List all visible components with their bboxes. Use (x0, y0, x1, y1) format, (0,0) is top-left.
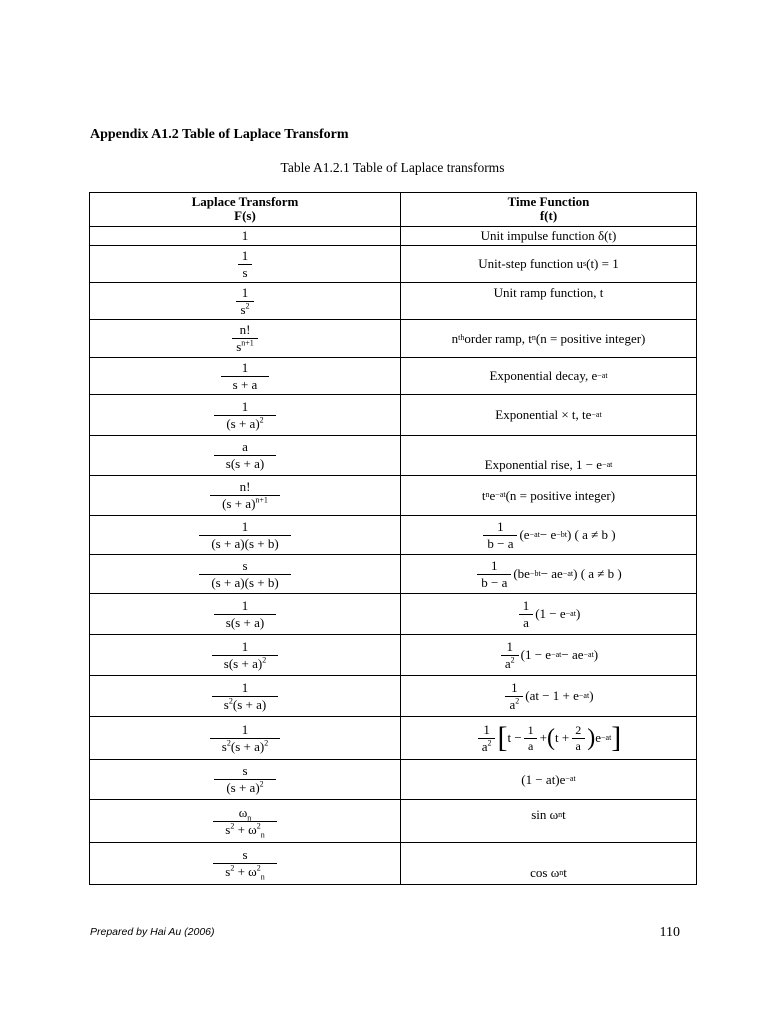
laplace-fraction (199, 520, 290, 550)
inner-plus: + (539, 730, 548, 746)
den-text: (s + a) (226, 415, 260, 431)
page-heading: Appendix A1.2 Table of Laplace Transform (90, 127, 349, 142)
inner-den-2: a (572, 738, 585, 753)
time-text: (1 − e (520, 647, 552, 663)
laplace-fraction (214, 764, 275, 794)
denominator (210, 495, 280, 511)
coef-fraction (501, 640, 519, 670)
laplace-table (89, 192, 697, 885)
laplace-fraction (214, 440, 276, 470)
denominator (213, 821, 276, 840)
coef-num: 1 (506, 638, 513, 654)
coef-den-sup: 2 (510, 655, 515, 665)
den-tail-sub: n (260, 872, 265, 882)
time-mid: − ae (561, 647, 584, 663)
time-text: Unit-step function u (478, 256, 583, 272)
coef-den-sup: 2 (487, 738, 492, 748)
num-sub: n (247, 813, 252, 823)
numerator (227, 806, 264, 821)
inner-num-2: 2 (575, 722, 582, 737)
time-text: (e (519, 527, 530, 543)
time-cell (401, 436, 697, 476)
coef-fraction (505, 681, 523, 711)
time-expr: $\frac{1}{a^2}$ [ t − $\frac{1}{a}$ + ( t + $\frac{2}{a}$ ) e −at ] (476, 723, 622, 753)
time-cell (401, 476, 697, 516)
table-row (90, 476, 697, 516)
time-tail: ) (575, 606, 581, 622)
time-expr: $\frac{1}{b - a}$ (e −at − e −bt ) ( a ≠ b ) (481, 520, 615, 550)
laplace-cell (90, 594, 401, 635)
den-tail: + ω (234, 864, 257, 879)
den-text: s (240, 301, 246, 317)
time-text: (at − 1 + e (525, 688, 579, 704)
coef-den: b − a (477, 574, 511, 590)
laplace-cell (90, 227, 401, 246)
time-mid: − ae (540, 566, 563, 582)
time-mid: − e (539, 527, 557, 543)
laplace-fraction (213, 847, 276, 882)
time-expr: Unit-step function u s (t) = 1 (478, 256, 619, 272)
laplace-fraction (214, 400, 275, 430)
time-tail: (n = positive integer) (505, 487, 616, 503)
denominator (210, 738, 280, 754)
time-tail: ) (589, 688, 594, 704)
den-text: s (225, 864, 231, 879)
time-tail: (t) = 1 (586, 256, 619, 272)
right-paren: ) (587, 725, 596, 751)
den-sup: n+1 (241, 338, 254, 348)
laplace-cell (90, 843, 401, 885)
laplace-cell (90, 555, 401, 594)
laplace-fraction (212, 640, 278, 670)
numerator: 1 (241, 284, 249, 300)
table-row (90, 635, 697, 676)
laplace-fraction (214, 599, 276, 629)
time-expr: sin ω n t (531, 807, 566, 822)
coef-den-sup: 2 (515, 696, 520, 706)
denominator: s(s + a) (214, 455, 276, 471)
coef-num: 1 (497, 518, 504, 534)
inner-fraction-2 (571, 724, 585, 752)
time-expr: $\frac{1}{a^2}$ (1 − e −at − ae −at ) (499, 640, 598, 670)
den-sup: 2 (245, 301, 250, 311)
denominator (214, 415, 275, 431)
denominator (232, 338, 258, 354)
time-tail: t (562, 807, 566, 822)
denominator (212, 696, 278, 712)
time-expr: cos ω n t (530, 865, 567, 881)
table-row (90, 395, 697, 436)
table-row (90, 283, 697, 320)
den-tail: + ω (234, 821, 257, 837)
coef-den (505, 696, 523, 712)
coef-num: 1 (522, 597, 530, 613)
table-row (90, 358, 697, 395)
laplace-fraction (236, 286, 253, 316)
inner-den: a (524, 738, 537, 753)
time-text: t (481, 487, 486, 503)
den-text: (s + a) (222, 496, 256, 511)
numerator: 1 (241, 518, 249, 534)
laplace-fraction (210, 723, 280, 753)
left-paren: ( (547, 725, 556, 751)
time-cell (401, 516, 697, 555)
inner-t2: t + (555, 730, 570, 746)
numerator: n! (239, 322, 251, 338)
time-cell (401, 283, 697, 320)
den-sup: 2 (259, 415, 264, 425)
denominator: s + a (221, 376, 270, 392)
numerator: 1 (241, 721, 249, 737)
laplace-cell (90, 800, 401, 843)
table-row (90, 246, 697, 283)
table-row (90, 760, 697, 800)
table-row (90, 227, 697, 246)
table-row (90, 676, 697, 717)
laplace-fraction (210, 480, 280, 510)
laplace-cell (90, 246, 401, 283)
table-row (90, 800, 697, 843)
table-header-row (90, 193, 697, 227)
numerator: s (242, 763, 248, 779)
coef-fraction (477, 559, 511, 589)
time-expr: $\frac{1}{a^2}$ (at − 1 + e −at ) (503, 681, 593, 711)
den-text: s (221, 738, 227, 754)
time-tail: t (563, 865, 567, 881)
coef-num: 1 (511, 679, 518, 695)
table-row (90, 320, 697, 358)
table-row (90, 436, 697, 476)
laplace-cell (90, 283, 401, 320)
time-cell (401, 246, 697, 283)
laplace-fraction (199, 559, 290, 589)
time-expr: Exponential × t, te −at (495, 407, 602, 423)
time-cell (401, 760, 697, 800)
time-text: cos ω (530, 865, 560, 881)
den-text: s (223, 696, 229, 712)
coef-den (478, 738, 496, 754)
coef-den: a (519, 614, 533, 630)
table-caption: Table A1.2.1 Table of Laplace transforms (280, 160, 505, 175)
den-sup: 2 (230, 863, 235, 873)
coef-num: 1 (483, 721, 490, 737)
right-bracket: ] (611, 721, 622, 754)
time-text: (be (513, 566, 530, 582)
time-cell (401, 800, 697, 843)
den-sup: 2 (230, 821, 235, 831)
time-expr: Exponential rise, 1 − e −at (484, 457, 613, 473)
den-text: s (236, 339, 242, 354)
time-tail: ) ( a ≠ b ) (573, 566, 622, 582)
laplace-cell (90, 320, 401, 358)
time-expr: n th order ramp, t n (n = positive integer) (451, 330, 646, 346)
den-sup: 2 (259, 779, 264, 789)
den-text: (s + a) (226, 780, 260, 795)
header-time-function (401, 193, 697, 227)
coef-fraction (519, 599, 534, 629)
denominator (214, 779, 275, 795)
time-expr: $\frac{1}{a}$ (1 − e −at ) (517, 599, 581, 629)
inner-num: 1 (527, 722, 534, 737)
den-tail-sup: 2 (256, 821, 261, 831)
header-time-sub: f(t) (539, 207, 558, 223)
time-pre: n (451, 330, 459, 346)
time-text: Exponential decay, e (489, 368, 598, 384)
den-text: s(s + a) (223, 655, 263, 671)
time-text: order ramp, t (464, 330, 532, 346)
time-expr: (1 − at)e −at (521, 771, 576, 787)
coef-num: 1 (491, 557, 498, 573)
den-sup: 2 (226, 738, 231, 748)
num-text: ω (238, 804, 248, 820)
numerator: 1 (241, 679, 249, 695)
left-bracket: [ (497, 721, 508, 754)
time-cell (401, 635, 697, 676)
time-tail: ) (593, 647, 599, 663)
inner-exp: e (595, 730, 601, 746)
numerator: s (242, 557, 248, 573)
numerator: s (242, 847, 248, 863)
time-expr: Unit impulse function δ(t) (480, 228, 617, 244)
header-time-title: Time Function (507, 194, 590, 209)
laplace-cell (90, 395, 401, 436)
inner-t: t − (507, 730, 522, 746)
laplace-cell (90, 516, 401, 555)
laplace-expr: 1 (241, 228, 249, 244)
den-sup: 2 (262, 655, 267, 665)
den-tail: (s + a) (230, 738, 265, 754)
coef-den (501, 655, 519, 671)
laplace-fraction (213, 804, 276, 840)
numerator: 1 (241, 247, 249, 263)
laplace-cell (90, 476, 401, 516)
time-cell (401, 843, 697, 885)
numerator: 1 (241, 359, 249, 375)
denominator (236, 301, 253, 317)
time-cell (401, 555, 697, 594)
denominator: (s + a)(s + b) (199, 535, 290, 551)
time-tail: (n = positive integer) (535, 330, 646, 346)
time-cell (401, 320, 697, 358)
laplace-fraction (212, 681, 278, 711)
denominator (212, 655, 278, 671)
table-row (90, 717, 697, 760)
numerator: 1 (241, 398, 249, 414)
numerator: 1 (241, 638, 249, 654)
denominator: (s + a)(s + b) (199, 574, 290, 590)
laplace-fraction (238, 249, 253, 279)
den-text: s (225, 821, 231, 837)
coef-den: b − a (483, 535, 517, 551)
time-tail: ) ( a ≠ b ) (566, 527, 616, 543)
numerator: a (242, 439, 248, 455)
coef-fraction (483, 520, 517, 550)
time-cell (401, 395, 697, 436)
time-cell (401, 717, 697, 760)
denominator (213, 863, 276, 882)
laplace-cell (90, 358, 401, 395)
time-cell (401, 227, 697, 246)
time-expr: t n e −at (n = positive integer) (481, 487, 616, 503)
header-laplace-title: Laplace Transform (191, 194, 299, 209)
den-tail-sup: 2 (256, 863, 261, 873)
time-cell (401, 358, 697, 395)
laplace-cell (90, 760, 401, 800)
table-row (90, 594, 697, 635)
coef-den-text: a (509, 696, 516, 712)
numerator: 1 (241, 597, 249, 613)
laplace-cell (90, 635, 401, 676)
inner-fraction (524, 724, 538, 752)
footer-author: Prepared by Hai Au (2006) (90, 926, 215, 938)
den-sup: n+1 (255, 495, 268, 505)
time-cell (401, 676, 697, 717)
den-tail-sup: 2 (264, 738, 269, 748)
header-laplace-transform (90, 193, 401, 227)
laplace-cell (90, 717, 401, 760)
time-text: (1 − at)e (521, 771, 566, 787)
time-expr: $\frac{1}{b - a}$ (be −bt − ae −at ) ( a ≠ b ) (475, 559, 622, 589)
den-tail-sub: n (260, 830, 265, 840)
laplace-cell (90, 436, 401, 476)
time-text: Exponential × t, te (495, 407, 592, 423)
laplace-cell (90, 676, 401, 717)
time-text: sin ω (531, 807, 559, 822)
den-sup: 2 (228, 696, 233, 706)
time-cell (401, 594, 697, 635)
coef-den-text: a (481, 738, 488, 754)
table-row (90, 555, 697, 594)
coef-den-text: a (504, 655, 511, 671)
laplace-fraction (232, 323, 258, 353)
time-text: (1 − e (535, 606, 566, 622)
denominator: s (238, 264, 251, 280)
time-expr: Exponential decay, e −at (489, 368, 608, 384)
time-mid: e (489, 487, 496, 503)
table-row (90, 516, 697, 555)
numerator: n! (239, 479, 251, 495)
header-laplace-sub: F(s) (234, 207, 256, 223)
time-expr: Unit ramp function, t (493, 285, 604, 300)
page-number: 110 (659, 925, 680, 940)
denominator: s(s + a) (214, 614, 276, 630)
table-row (90, 843, 697, 885)
time-text: Exponential rise, 1 − e (484, 457, 603, 473)
den-tail: (s + a) (232, 696, 267, 712)
coef-fraction (478, 723, 496, 753)
laplace-fraction (221, 361, 270, 391)
